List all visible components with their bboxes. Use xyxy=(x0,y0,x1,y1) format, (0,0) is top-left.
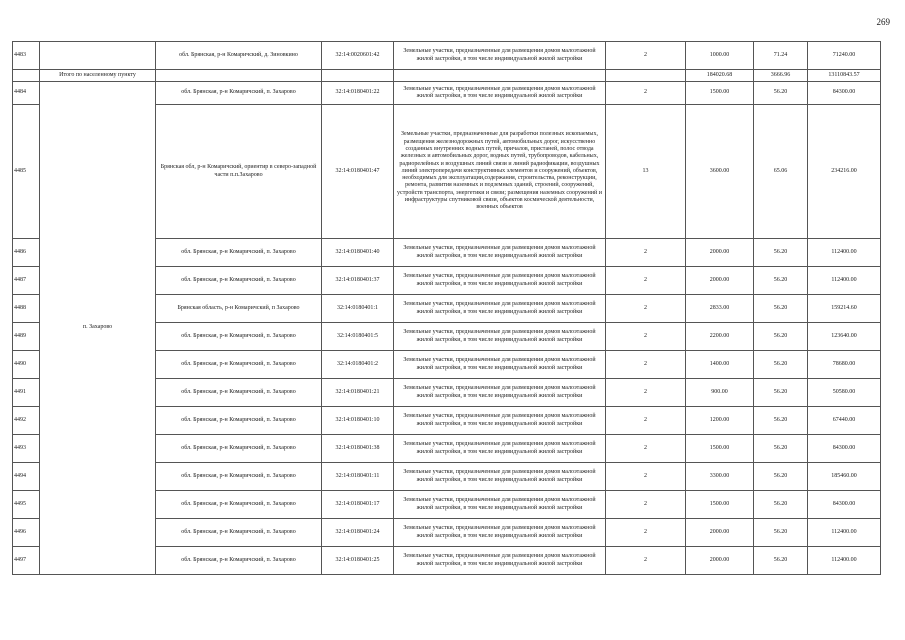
address-cell: обл. Брянская, р-н Комаричский, п. Захарово xyxy=(156,351,322,379)
row-number-cell: 4496 xyxy=(13,519,40,547)
cadastral-value-cell: 84300.00 xyxy=(808,491,881,519)
cadastral-number-cell: 32:14:0180401:5 xyxy=(322,323,394,351)
row-number-cell: 4487 xyxy=(13,267,40,295)
rate-cell: 56.20 xyxy=(754,295,808,323)
address-cell xyxy=(156,70,322,82)
group-cell: 13 xyxy=(606,105,686,239)
land-use-cell: Земельные участки, предназначенные для размещения домов малоэтажной жилой застройки, в том числе индивидуальной жилой застройки xyxy=(394,379,606,407)
address-cell: обл. Брянская, р-н Комаричский, п. Захарово xyxy=(156,491,322,519)
row-number-cell: 4489 xyxy=(13,323,40,351)
group-cell: 2 xyxy=(606,42,686,70)
subtotal-label: Итого по населенному пункту xyxy=(40,70,156,82)
cadastral-value-cell: 112400.00 xyxy=(808,547,881,575)
cadastral-number-cell: 32:14:0180401:24 xyxy=(322,519,394,547)
area-cell: 900.00 xyxy=(686,379,754,407)
land-use-cell: Земельные участки, предназначенные для размещения домов малоэтажной жилой застройки, в том числе индивидуальной жилой застройки xyxy=(394,295,606,323)
cadastral-value-cell: 13110843.57 xyxy=(808,70,881,82)
address-cell: обл. Брянская, р-н Комаричский, п. Захарово xyxy=(156,239,322,267)
row-number-cell: 4484 xyxy=(13,82,40,105)
cadastral-value-cell: 78680.00 xyxy=(808,351,881,379)
locality-cell: п. Захарово xyxy=(40,82,156,575)
land-use-cell: Земельные участки, предназначенные для размещения домов малоэтажной жилой застройки, в том числе индивидуальной жилой застройки xyxy=(394,491,606,519)
land-use-cell: Земельные участки, предназначенные для размещения домов малоэтажной жилой застройки, в том числе индивидуальной жилой застройки xyxy=(394,267,606,295)
rate-cell: 56.20 xyxy=(754,239,808,267)
cadastral-number-cell: 32:14:0180401:21 xyxy=(322,379,394,407)
cadastral-number-cell: 32:14:0180401:11 xyxy=(322,463,394,491)
cadastral-value-cell: 123640.00 xyxy=(808,323,881,351)
area-cell: 1400.00 xyxy=(686,351,754,379)
area-cell: 1500.00 xyxy=(686,491,754,519)
land-use-cell: Земельные участки, предназначенные для размещения домов малоэтажной жилой застройки, в том числе индивидуальной жилой застройки xyxy=(394,323,606,351)
rate-cell: 56.20 xyxy=(754,323,808,351)
address-cell: обл. Брянская, р-н Комаричский, п. Захарово xyxy=(156,547,322,575)
cadastral-number-cell: 32:14:0020601:42 xyxy=(322,42,394,70)
cadastral-number-cell: 32:14:0180401:38 xyxy=(322,435,394,463)
area-cell: 1000.00 xyxy=(686,42,754,70)
area-cell: 184020.68 xyxy=(686,70,754,82)
group-cell: 2 xyxy=(606,295,686,323)
group-cell: 2 xyxy=(606,379,686,407)
row-number-cell: 4493 xyxy=(13,435,40,463)
cadastral-value-cell: 234216.00 xyxy=(808,105,881,239)
area-cell: 1500.00 xyxy=(686,435,754,463)
group-cell: 2 xyxy=(606,267,686,295)
locality-cell xyxy=(40,42,156,70)
land-use-cell: Земельные участки, предназначенные для размещения домов малоэтажной жилой застройки, в том числе индивидуальной жилой застройки xyxy=(394,239,606,267)
row-number-cell: 4492 xyxy=(13,407,40,435)
group-cell: 2 xyxy=(606,323,686,351)
cadastral-number-cell xyxy=(322,70,394,82)
address-cell: обл. Брянская, р-н Комаричский, п. Захарово xyxy=(156,435,322,463)
row-number-cell xyxy=(13,70,40,82)
row-number-cell: 4497 xyxy=(13,547,40,575)
row-number-cell: 4486 xyxy=(13,239,40,267)
row-number-cell: 4485 xyxy=(13,105,40,239)
address-cell: Брянская обл, р-н Комаричский, ориентир в северо-западной части п.п.Захарово xyxy=(156,105,322,239)
rate-cell: 56.20 xyxy=(754,407,808,435)
area-cell: 2000.00 xyxy=(686,547,754,575)
group-cell xyxy=(606,70,686,82)
rate-cell: 56.20 xyxy=(754,267,808,295)
cadastral-number-cell: 32:14:0180401:1 xyxy=(322,295,394,323)
cadastral-number-cell: 32:14:0180401:47 xyxy=(322,105,394,239)
address-cell: Брянская область, р-н Комаричский, п Захарово xyxy=(156,295,322,323)
rate-cell: 56.20 xyxy=(754,519,808,547)
group-cell: 2 xyxy=(606,435,686,463)
land-use-cell: Земельные участки, предназначенные для разработки полезных ископаемых, размещения железнодорожных путей, автомобильных дорог, искусственно созданных внутренних водных путей, причалов, пристаней, полос отвода железных и автомобильных дорог, водных путей, трубопроводов, кабельных, радиорелейных и воздушных линий связи и линий радиофикации, воздушных линий электропередачи конструктивных элементов и сооружений, объектов, необходимых для эксплуатации,содержания, строительства, реконструкции, ремонта, развития наземных и подземных зданий, строений, сооружений, устройств транспорта, энергетики и связи; размещения наземных сооружений и инфраструктуры спутниковой связи, объектов космической деятельности, военных объектов xyxy=(394,105,606,239)
area-cell: 3600.00 xyxy=(686,105,754,239)
group-cell: 2 xyxy=(606,547,686,575)
rate-cell: 65.06 xyxy=(754,105,808,239)
group-cell: 2 xyxy=(606,463,686,491)
group-cell: 2 xyxy=(606,491,686,519)
cadastral-value-cell: 159214.60 xyxy=(808,295,881,323)
area-cell: 2833.00 xyxy=(686,295,754,323)
address-cell: обл. Брянская, р-н Комаричский, п. Захарово xyxy=(156,519,322,547)
address-cell: обл. Брянская, р-н Комаричский, п. Захарово xyxy=(156,82,322,105)
rate-cell: 56.20 xyxy=(754,491,808,519)
cadastral-value-cell: 84300.00 xyxy=(808,435,881,463)
row-number-cell: 4494 xyxy=(13,463,40,491)
row-number-cell: 4488 xyxy=(13,295,40,323)
group-cell: 2 xyxy=(606,82,686,105)
cadastral-value-cell: 185460.00 xyxy=(808,463,881,491)
table-body xyxy=(13,42,881,575)
address-cell: обл. Брянская, р-н Комаричский, п. Захарово xyxy=(156,379,322,407)
cadastral-value-cell: 71240.00 xyxy=(808,42,881,70)
rate-cell: 56.20 xyxy=(754,547,808,575)
rate-cell: 56.20 xyxy=(754,463,808,491)
rate-cell: 3666.96 xyxy=(754,70,808,82)
cadastral-number-cell: 32:14:0180401:10 xyxy=(322,407,394,435)
cadastral-value-cell: 112400.00 xyxy=(808,519,881,547)
cadastral-value-cell: 84300.00 xyxy=(808,82,881,105)
cadastral-number-cell: 32:14:0180401:40 xyxy=(322,239,394,267)
address-cell: обл. Брянская, р-н Комаричский, п. Захарово xyxy=(156,407,322,435)
land-use-cell: Земельные участки, предназначенные для размещения домов малоэтажной жилой застройки, в том числе индивидуальной жилой застройки xyxy=(394,463,606,491)
group-cell: 2 xyxy=(606,519,686,547)
cadastral-number-cell: 32:14:0180401:2 xyxy=(322,351,394,379)
cadastral-value-cell: 67440.00 xyxy=(808,407,881,435)
cadastral-value-cell: 50580.00 xyxy=(808,379,881,407)
area-cell: 1200.00 xyxy=(686,407,754,435)
cadastral-number-cell: 32:14:0180401:37 xyxy=(322,267,394,295)
address-cell: обл. Брянская, р-н Комаричский, д. Зиновкино xyxy=(156,42,322,70)
cadastral-number-cell: 32:14:0180401:22 xyxy=(322,82,394,105)
land-use-cell: Земельные участки, предназначенные для размещения домов малоэтажной жилой застройки, в том числе индивидуальной жилой застройки xyxy=(394,435,606,463)
land-use-cell: Земельные участки, предназначенные для размещения домов малоэтажной жилой застройки, в том числе индивидуальной жилой застройки xyxy=(394,42,606,70)
area-cell: 2200.00 xyxy=(686,323,754,351)
cadastral-value-cell: 112400.00 xyxy=(808,267,881,295)
land-use-cell: Земельные участки, предназначенные для размещения домов малоэтажной жилой застройки, в том числе индивидуальной жилой застройки xyxy=(394,82,606,105)
area-cell: 2000.00 xyxy=(686,267,754,295)
group-cell: 2 xyxy=(606,239,686,267)
row-number-cell: 4490 xyxy=(13,351,40,379)
cadastral-value-cell: 112400.00 xyxy=(808,239,881,267)
table-row xyxy=(13,82,881,105)
cadastral-number-cell: 32:14:0180401:17 xyxy=(322,491,394,519)
cadastral-number-cell: 32:14:0180401:25 xyxy=(322,547,394,575)
table-row xyxy=(13,42,881,70)
land-use-cell: Земельные участки, предназначенные для размещения домов малоэтажной жилой застройки, в том числе индивидуальной жилой застройки xyxy=(394,407,606,435)
rate-cell: 56.20 xyxy=(754,82,808,105)
row-number-cell: 4483 xyxy=(13,42,40,70)
address-cell: обл. Брянская, р-н Комаричский, п. Захарово xyxy=(156,267,322,295)
rate-cell: 56.20 xyxy=(754,351,808,379)
area-cell: 2000.00 xyxy=(686,519,754,547)
rate-cell: 56.20 xyxy=(754,379,808,407)
address-cell: обл. Брянская, р-н Комаричский, п. Захарово xyxy=(156,323,322,351)
group-cell: 2 xyxy=(606,351,686,379)
cadastral-value-table xyxy=(12,41,881,575)
area-cell: 1500.00 xyxy=(686,82,754,105)
row-number-cell: 4495 xyxy=(13,491,40,519)
page-number: 269 xyxy=(876,17,890,27)
address-cell: обл. Брянская, р-н Комаричский, п. Захарово xyxy=(156,463,322,491)
rate-cell: 56.20 xyxy=(754,435,808,463)
subtotal-row xyxy=(13,70,881,82)
land-use-cell: Земельные участки, предназначенные для размещения домов малоэтажной жилой застройки, в том числе индивидуальной жилой застройки xyxy=(394,547,606,575)
land-use-cell: Земельные участки, предназначенные для размещения домов малоэтажной жилой застройки, в том числе индивидуальной жилой застройки xyxy=(394,351,606,379)
area-cell: 3300.00 xyxy=(686,463,754,491)
row-number-cell: 4491 xyxy=(13,379,40,407)
area-cell: 2000.00 xyxy=(686,239,754,267)
rate-cell: 71.24 xyxy=(754,42,808,70)
group-cell: 2 xyxy=(606,407,686,435)
land-use-cell xyxy=(394,70,606,82)
land-use-cell: Земельные участки, предназначенные для размещения домов малоэтажной жилой застройки, в том числе индивидуальной жилой застройки xyxy=(394,519,606,547)
